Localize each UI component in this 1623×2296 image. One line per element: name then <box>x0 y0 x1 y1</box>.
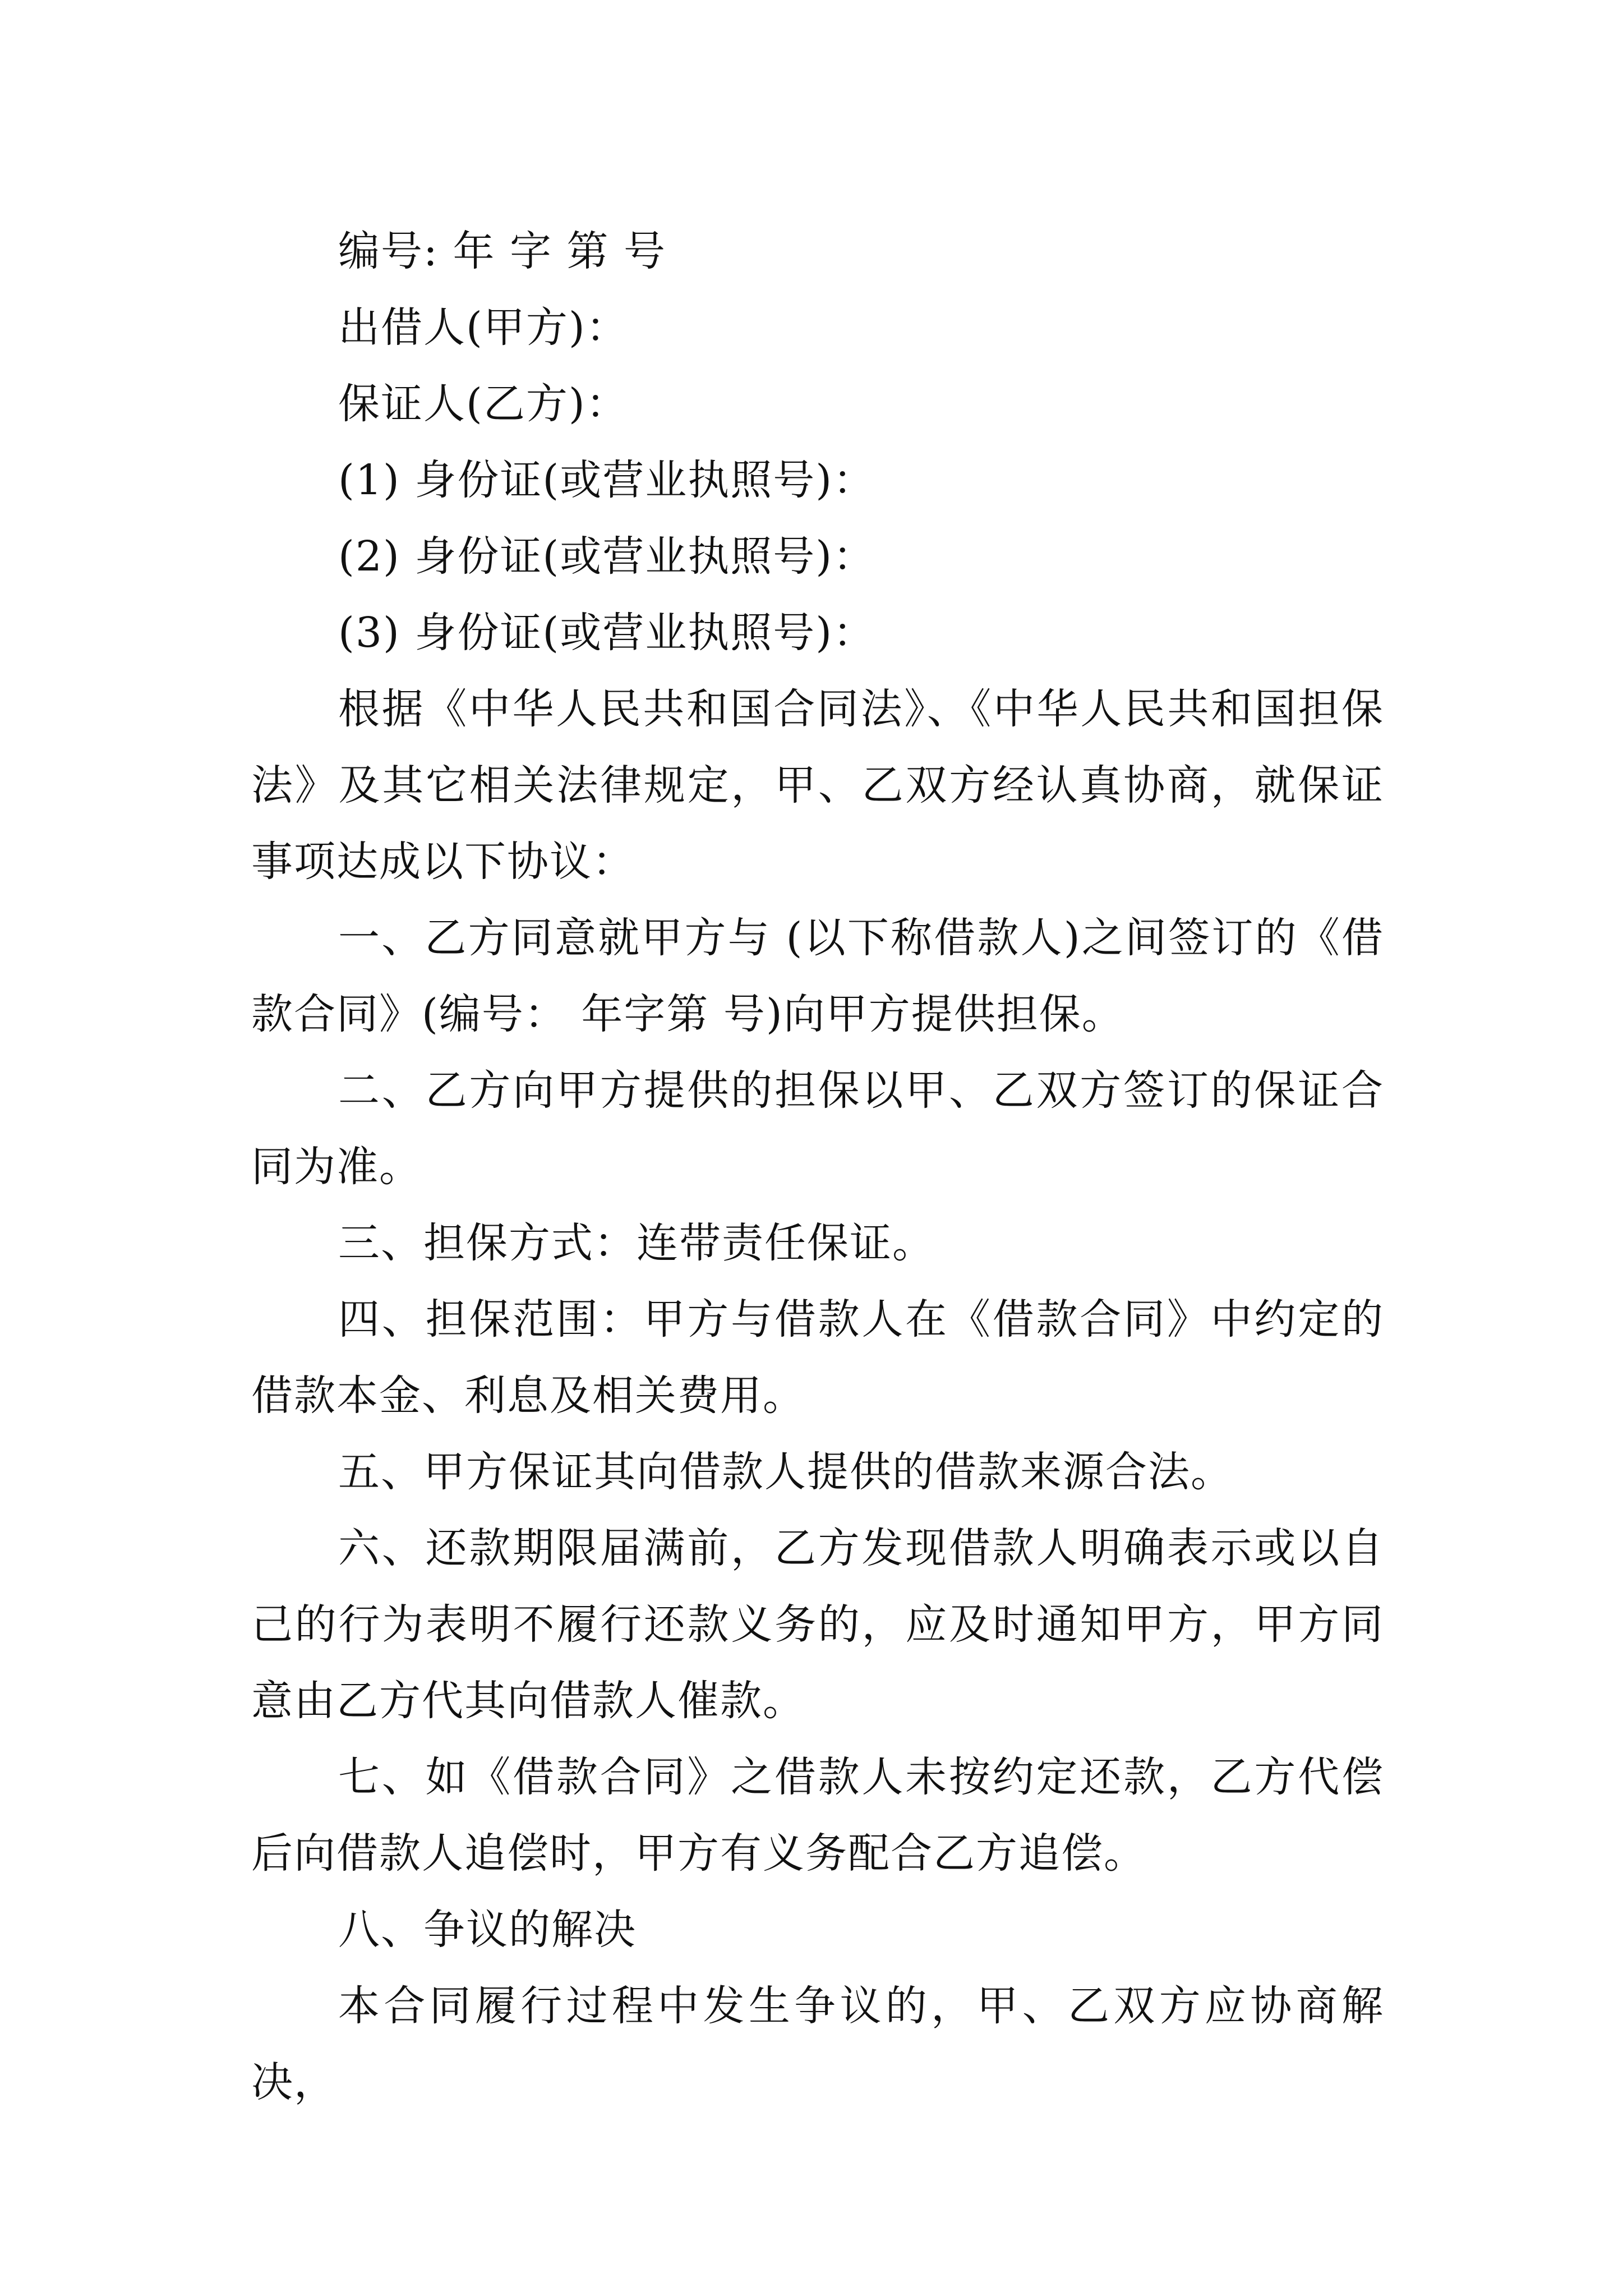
document-body <box>251 213 1384 2120</box>
id-line-3: (3) 身份证(或营业执照号)： <box>338 609 876 657</box>
guarantor-line: 保证人(乙方)： <box>338 380 629 428</box>
clause-4: 四、担保范围：甲方与借款人在《借款合同》中约定的借款本金、利息及相关费用。 <box>251 1295 1384 1420</box>
clause-1: 一、乙方同意就甲方与 (以下称借款人)之间签订的《借款合同》(编号： 年字第 号)向甲方提供担保。 <box>251 914 1384 1038</box>
clause-7: 七、如《借款合同》之借款人未按约定还款，乙方代偿后向借款人追偿时，甲方有义务配合乙方追偿。 <box>251 1753 1384 1878</box>
clause-6: 六、还款期限届满前，乙方发现借款人明确表示或以自己的行为表明不履行还款义务的，应及时通知甲方，甲方同意由乙方代其向借款人催款。 <box>251 1524 1384 1725</box>
id-line-1: (1) 身份证(或营业执照号)： <box>338 456 876 504</box>
contract-number-line: 编号: 年 字 第 号 <box>338 227 667 275</box>
lender-line: 出借人(甲方)： <box>338 303 629 352</box>
clause-2: 二、乙方向甲方提供的担保以甲、乙双方签订的保证合同为准。 <box>251 1066 1384 1191</box>
clause-5: 五、甲方保证其向借款人提供的借款来源合法。 <box>338 1448 1233 1496</box>
preamble-paragraph: 根据《中华人民共和国合同法》、《中华人民共和国担保法》及其它相关法律规定，甲、乙双方经认真协商，就保证事项达成以下协议： <box>251 685 1384 886</box>
clause-8-heading: 八、争议的解决 <box>338 1906 637 1954</box>
clause-3: 三、担保方式：连带责任保证。 <box>338 1219 935 1267</box>
id-line-2: (2) 身份证(或营业执照号)： <box>338 532 876 581</box>
clause-8-body: 本合同履行过程中发生争议的，甲、乙双方应协商解决， <box>251 1982 1384 2106</box>
